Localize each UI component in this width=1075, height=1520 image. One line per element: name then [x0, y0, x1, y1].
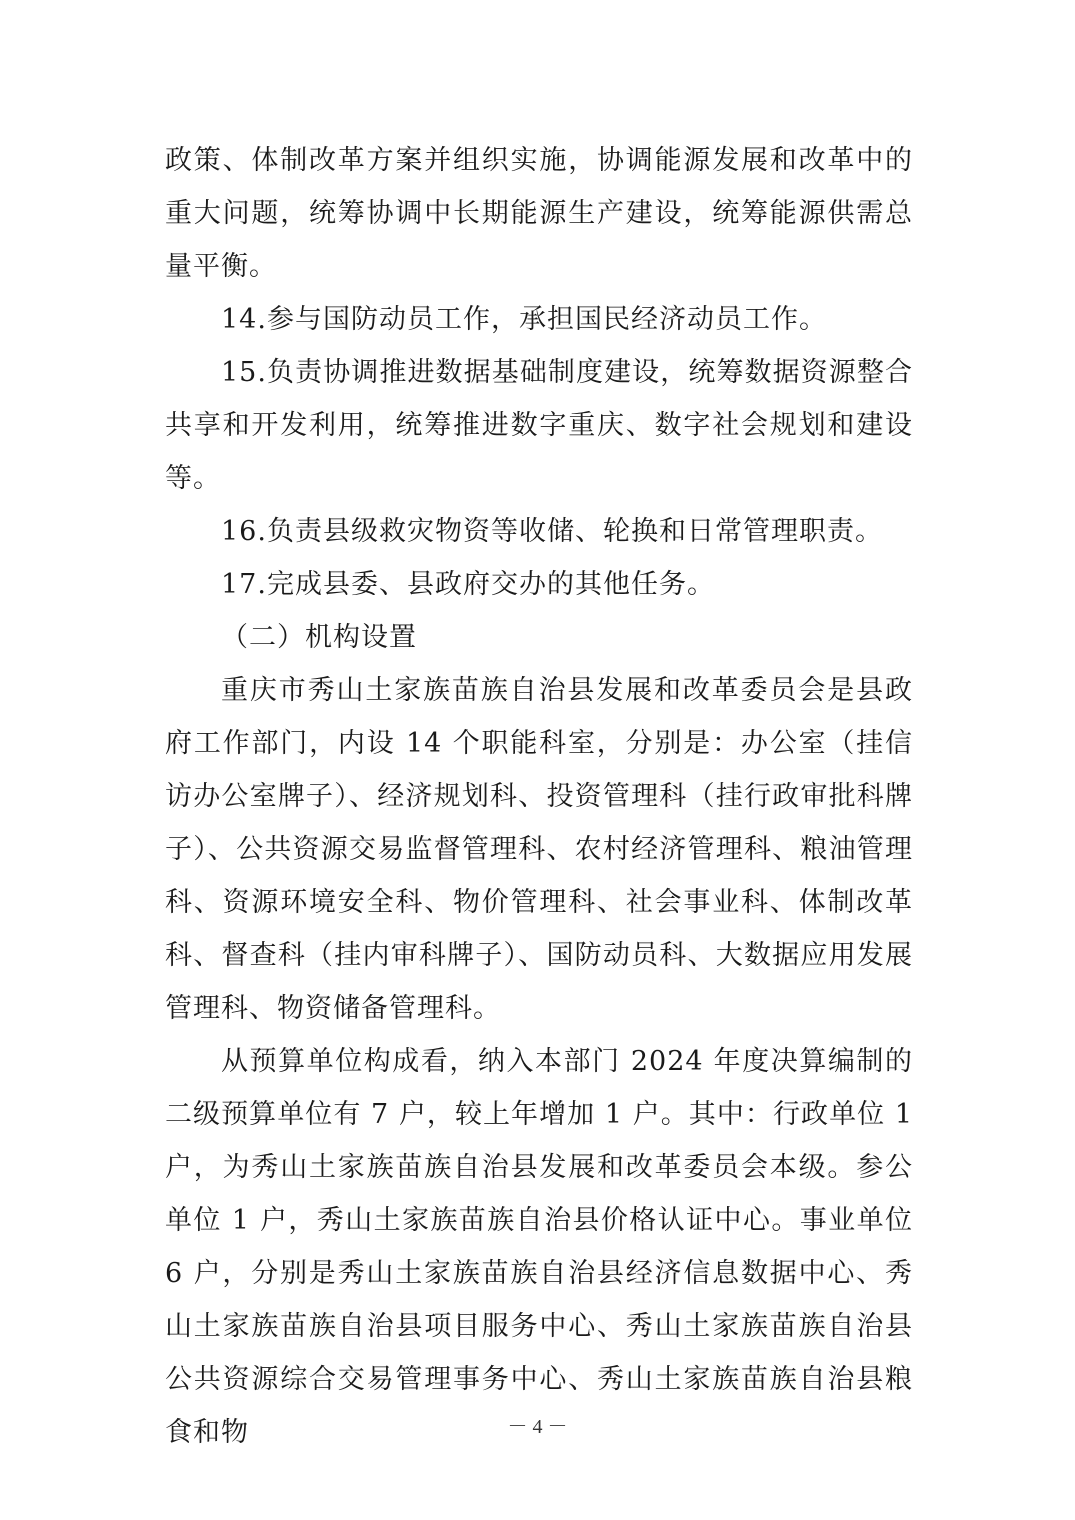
paragraph-organization: 重庆市秀山土家族苗族自治县发展和改革委员会是县政府工作部门，内设 14 个职能科室，分别是：办公室（挂信访办公室牌子）、经济规划科、投资管理科（挂行政审批科牌子）、公共资源交易监督管理科、农村经济管理科、粮油管理科、资源环境安全科、物价管理科、社会事业科、体制改革科、督查科（挂内审科牌子）、国防动员科、大数据应用发展管理科、物资储备管理科。	[165, 675, 913, 1024]
paragraph-continuation: 政策、体制改革方案并组织实施，协调能源发展和改革中的重大问题，统筹协调中长期能源生产建设，统筹能源供需总量平衡。	[165, 145, 913, 282]
list-item-14: 14.参与国防动员工作，承担国民经济动员工作。	[221, 304, 827, 335]
list-item-16: 16.负责县级救灾物资等收储、轮换和日常管理职责。	[221, 516, 883, 547]
page-number: － 4 －	[507, 1416, 568, 1438]
section-heading: （二）机构设置	[221, 622, 417, 653]
document-body	[165, 134, 913, 1459]
paragraph-budget-units: 从预算单位构成看，纳入本部门 2024 年度决算编制的二级预算单位有 7 户，较上年增加 1 户。其中：行政单位 1 户，为秀山土家族苗族自治县发展和改革委员会本级。参公单位 1 户，秀山土家族苗族自治县价格认证中心。事业单位 6 户，分别是秀山土家族苗族自治县经济信息数据中心、秀山土家族苗族自治县项目服务中心、秀山土家族苗族自治县公共资源综合交易管理事务中心、秀山土家族苗族自治县粮食和物	[165, 1046, 913, 1448]
list-item-17: 17.完成县委、县政府交办的其他任务。	[221, 569, 715, 600]
list-item-15: 15.负责协调推进数据基础制度建设，统筹数据资源整合共享和开发利用，统筹推进数字重庆、数字社会规划和建设等。	[165, 357, 913, 494]
